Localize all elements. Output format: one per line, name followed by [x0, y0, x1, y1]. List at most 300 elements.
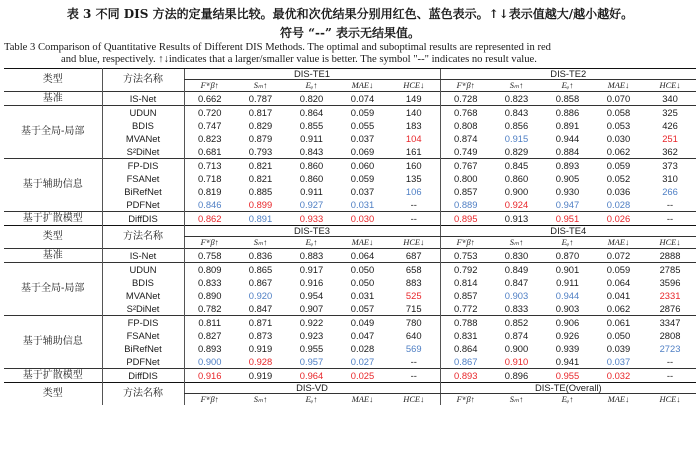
metric-value: 0.767 [440, 159, 491, 173]
metric-value: 0.845 [491, 159, 542, 173]
metric-header: Fᵂβ↑ [184, 394, 235, 406]
metric-value: 0.919 [248, 342, 273, 354]
metric-value: 0.907 [299, 302, 324, 314]
metric-value: 0.911 [300, 132, 323, 144]
metric-value: 569 [405, 342, 422, 354]
metric-value: 0.867 [440, 355, 491, 369]
metric-value: 160 [388, 159, 440, 173]
metric-header: Eᵩ↑ [561, 394, 574, 404]
metric-value: 0.933 [286, 212, 337, 226]
caption-chinese-line-1: 表 3 不同 DIS 方法的定量结果比较。最优和次优结果分别用红色、蓝色表示。↑↓表示值越大/越小越好。 [66, 7, 634, 21]
metric-value: 883 [405, 276, 422, 288]
metric-value: 0.944 [555, 132, 580, 144]
metric-value: 0.809 [184, 263, 235, 277]
metric-value: 0.819 [184, 185, 235, 198]
metric-value: 0.049 [337, 316, 388, 330]
metric-value: 0.036 [606, 185, 631, 197]
dataset-name: DIS-TE4 [440, 226, 696, 237]
metric-value: 0.911 [556, 276, 579, 288]
metric-value: 251 [662, 132, 678, 144]
metric-value: -- [644, 212, 696, 226]
metric-value: 0.915 [504, 132, 529, 144]
metric-value: 0.860 [504, 172, 529, 184]
metric-value: 0.028 [350, 342, 375, 354]
category-cell: 基于辅助信息 [4, 316, 102, 369]
category-header: 类型 [4, 383, 102, 406]
metric-value: 0.864 [440, 342, 491, 355]
metric-value: 0.941 [555, 355, 580, 367]
dataset-name: DIS-VD [184, 383, 440, 394]
metric-value: 0.811 [184, 316, 235, 330]
category-cell: 基准 [4, 92, 102, 106]
metric-value: 0.720 [184, 106, 235, 120]
metric-value: 0.884 [555, 145, 580, 157]
category-cell: 基于扩散模型 [4, 212, 102, 226]
metric-value: 0.793 [248, 145, 273, 157]
method-name: UDUN [102, 106, 184, 120]
method-name: FSANet [126, 329, 160, 341]
table-row [4, 276, 696, 289]
metric-value: 0.788 [440, 316, 491, 330]
category-cell: 基于辅助信息 [4, 159, 102, 212]
metric-value: 0.768 [440, 106, 491, 120]
metric-value: 0.939 [555, 342, 580, 354]
table-row [4, 342, 696, 355]
dataset-name: DIS-TE(Overall) [440, 383, 696, 394]
metric-value: 0.820 [286, 92, 337, 106]
metric-value: 0.058 [593, 106, 644, 120]
metric-value: 0.874 [440, 132, 491, 145]
metric-value: 0.030 [606, 132, 631, 144]
metric-value: 0.053 [606, 119, 631, 131]
metric-value: 0.890 [184, 289, 235, 302]
metric-value: 0.833 [184, 276, 235, 289]
metric-value: 161 [405, 145, 422, 157]
table-row [4, 198, 696, 212]
metric-value: 310 [662, 172, 678, 184]
metric-value: 0.031 [350, 198, 375, 210]
metric-value: 0.047 [350, 329, 375, 341]
metric-value: 0.862 [184, 212, 235, 226]
category-cell: 基准 [4, 249, 102, 263]
method-name: FP-DIS [102, 159, 184, 173]
metric-value: -- [388, 369, 440, 383]
metric-value: 0.896 [491, 369, 542, 383]
metric-value: 0.920 [248, 289, 273, 301]
metric-value: 0.964 [286, 369, 337, 383]
metric-header: MAE↓ [607, 394, 630, 404]
table-row [4, 263, 696, 277]
results-table-container [4, 68, 696, 462]
metric-value: 0.900 [504, 185, 529, 197]
method-name: IS-Net [102, 92, 184, 106]
metric-value: 0.913 [491, 212, 542, 226]
metric-value: 0.860 [299, 172, 324, 184]
metric-value: 0.849 [491, 263, 542, 277]
metric-header: Sₘ↑ [253, 394, 268, 404]
table-row [4, 106, 696, 120]
metric-value: 0.064 [337, 249, 388, 263]
metric-header: MAE↓ [607, 237, 630, 247]
metric-value: 0.026 [593, 212, 644, 226]
method-name: FP-DIS [102, 316, 184, 330]
metric-value: 0.830 [491, 249, 542, 263]
metric-header: MAE↓ [351, 80, 374, 90]
metric-value: 0.903 [555, 302, 580, 314]
dataset-name: DIS-TE1 [184, 69, 440, 80]
metric-value: 3596 [659, 276, 681, 288]
metric-header: Eᵩ↑ [561, 80, 574, 90]
metric-value: 0.808 [440, 119, 491, 132]
table-row [4, 185, 696, 198]
metric-value: 0.821 [248, 172, 273, 184]
metric-value: 0.857 [440, 289, 491, 302]
metric-value: 426 [662, 119, 678, 131]
metric-header: Sₘ↑ [509, 80, 524, 90]
metric-header: Sₘ↑ [509, 394, 524, 404]
metric-value: 0.758 [184, 249, 235, 263]
metric-value: 266 [662, 185, 678, 197]
table-row [4, 119, 696, 132]
metric-value: 0.050 [350, 276, 375, 288]
metric-value: 0.923 [299, 329, 324, 341]
metric-value: 0.903 [504, 289, 529, 301]
metric-value: 0.836 [235, 249, 286, 263]
metric-value: 2331 [659, 289, 681, 301]
metric-value: 0.891 [235, 212, 286, 226]
metric-value: 325 [644, 106, 696, 120]
metric-value: 0.800 [440, 172, 491, 185]
metric-value: 104 [405, 132, 422, 144]
metric-value: 0.858 [542, 92, 593, 106]
metric-value: 149 [388, 92, 440, 106]
metric-value: 0.954 [299, 289, 324, 301]
metric-value: 0.031 [350, 289, 375, 301]
metric-value: 0.681 [184, 145, 235, 159]
metric-value: 0.852 [491, 316, 542, 330]
method-name: S²DiNet [126, 302, 160, 314]
category-cell: 基于扩散模型 [4, 369, 102, 383]
table-row [4, 302, 696, 316]
metric-value: 0.857 [440, 185, 491, 198]
metric-header: Fᵂβ↑ [440, 237, 491, 249]
metric-value: 0.728 [440, 92, 491, 106]
metric-header: Eᵩ↑ [305, 80, 318, 90]
metric-value: 0.900 [184, 355, 235, 369]
table-row [4, 92, 696, 106]
metric-value: 0.870 [542, 249, 593, 263]
method-name: MVANet [125, 289, 161, 301]
metric-value: 0.855 [299, 119, 324, 131]
metric-value: 715 [405, 302, 422, 314]
metric-header: Eᵩ↑ [305, 237, 318, 247]
dataset-name: DIS-TE2 [440, 69, 696, 80]
metric-value: 0.847 [504, 276, 529, 288]
method-name: BDIS [132, 119, 154, 131]
metric-value: 0.713 [184, 159, 235, 173]
metric-value: 0.028 [606, 198, 631, 210]
metric-value: 0.064 [606, 276, 631, 288]
method-name: PDFNet [126, 198, 160, 210]
metric-value: 2785 [644, 263, 696, 277]
metric-value: 0.911 [300, 185, 323, 197]
caption-english-line-2: and blue, respectively. ↑↓indicates that a larger/smaller value is better. The symbol "--" indicates no result value. [61, 54, 537, 65]
metric-value: 0.917 [286, 263, 337, 277]
metric-value: 0.662 [184, 92, 235, 106]
metric-header: Sₘ↑ [509, 237, 524, 247]
metric-value: 0.864 [286, 106, 337, 120]
metric-value: 0.050 [606, 329, 631, 341]
metric-value: -- [388, 212, 440, 226]
metric-value: 0.910 [504, 355, 529, 367]
metric-value: 0.951 [542, 212, 593, 226]
method-header: 方法名称 [102, 226, 184, 249]
results-table [4, 68, 696, 405]
metric-value: 373 [644, 159, 696, 173]
metric-value: 640 [405, 329, 422, 341]
metric-header: Fᵂβ↑ [440, 80, 491, 92]
metric-value: 0.865 [235, 263, 286, 277]
metric-value: 0.926 [555, 329, 580, 341]
metric-value: 2723 [659, 342, 681, 354]
metric-value: 0.843 [491, 106, 542, 120]
metric-value: 0.883 [286, 249, 337, 263]
metric-value: 0.753 [440, 249, 491, 263]
method-name: DiffDIS [102, 369, 184, 383]
metric-value: 0.817 [235, 106, 286, 120]
metric-value: 0.893 [184, 342, 235, 355]
metric-header: MAE↓ [607, 80, 630, 90]
metric-value: 0.060 [337, 159, 388, 173]
table-row [4, 316, 696, 330]
metric-value: 0.916 [299, 276, 324, 288]
metric-header: MAE↓ [351, 394, 374, 404]
dataset-header-row [4, 69, 696, 80]
metric-value: 0.059 [593, 159, 644, 173]
method-name: PDFNet [126, 355, 160, 367]
metric-value: 0.059 [593, 263, 644, 277]
metric-header: HCE↓ [403, 80, 425, 90]
metric-value: 0.957 [299, 355, 324, 367]
metric-value: 0.037 [350, 132, 375, 144]
table-row [4, 355, 696, 369]
metric-value: 0.055 [350, 119, 375, 131]
metric-value: 0.900 [504, 342, 529, 354]
metric-value: 0.823 [184, 132, 235, 145]
metric-value: 0.906 [542, 316, 593, 330]
metric-header: HCE↓ [659, 237, 681, 247]
metric-value: 0.070 [593, 92, 644, 106]
category-header: 类型 [4, 69, 102, 92]
metric-value: 0.062 [606, 302, 631, 314]
metric-header: HCE↓ [403, 237, 425, 247]
metric-value: 0.927 [299, 198, 324, 210]
metric-header: Eᵩ↑ [305, 394, 318, 404]
metric-value: 2808 [659, 329, 681, 341]
metric-value: 0.856 [504, 119, 529, 131]
method-name: FSANet [126, 172, 160, 184]
method-name: MVANet [125, 132, 161, 144]
table-row [4, 145, 696, 159]
method-name: BiRefNet [124, 342, 162, 354]
metric-value: 0.037 [350, 185, 375, 197]
metric-value: 0.947 [555, 198, 580, 210]
metric-value: 0.032 [593, 369, 644, 383]
table-row [4, 369, 696, 383]
metric-value: 0.901 [542, 263, 593, 277]
metric-value: 0.843 [299, 145, 324, 157]
metric-value: 0.874 [504, 329, 529, 341]
table-row [4, 289, 696, 302]
metric-value: 0.930 [555, 185, 580, 197]
metric-header: HCE↓ [659, 394, 681, 404]
metric-value: 0.833 [504, 302, 529, 314]
metric-value: 0.792 [440, 263, 491, 277]
metric-value: -- [666, 198, 674, 210]
metric-value: 658 [388, 263, 440, 277]
metric-value: 0.847 [248, 302, 273, 314]
metric-value: 362 [662, 145, 678, 157]
metric-value: 0.922 [286, 316, 337, 330]
metric-value: 0.074 [337, 92, 388, 106]
results-table-body [4, 69, 696, 406]
metric-value: 0.867 [248, 276, 273, 288]
method-header: 方法名称 [102, 383, 184, 406]
metric-value: 0.895 [440, 212, 491, 226]
metric-value: 0.823 [491, 92, 542, 106]
metric-value: 0.955 [542, 369, 593, 383]
metric-value: 0.062 [606, 145, 631, 157]
metric-value: 0.829 [504, 145, 529, 157]
category-header: 类型 [4, 226, 102, 249]
metric-value: 0.893 [542, 159, 593, 173]
metric-header: Fᵂβ↑ [184, 80, 235, 92]
metric-header: HCE↓ [403, 394, 425, 404]
category-cell: 基于全局-局部 [4, 263, 102, 316]
metric-value: 0.069 [350, 145, 375, 157]
metric-value: 0.030 [337, 212, 388, 226]
metric-value: 0.955 [299, 342, 324, 354]
metric-value: -- [666, 355, 674, 367]
metric-value: 0.873 [248, 329, 273, 341]
metric-value: 0.886 [542, 106, 593, 120]
metric-value: 0.059 [350, 172, 375, 184]
dataset-name: DIS-TE3 [184, 226, 440, 237]
metric-value: 0.944 [555, 289, 580, 301]
metric-value: 0.747 [184, 119, 235, 132]
metric-value: 183 [405, 119, 422, 131]
metric-header: Fᵂβ↑ [440, 394, 491, 406]
metric-value: 687 [388, 249, 440, 263]
metric-value: 0.846 [184, 198, 235, 212]
table-row [4, 159, 696, 173]
category-cell: 基于全局-局部 [4, 106, 102, 159]
metric-value: 0.027 [350, 355, 375, 367]
metric-header: HCE↓ [659, 80, 681, 90]
table-row [4, 249, 696, 263]
method-name: BDIS [132, 276, 154, 288]
metric-value: 0.061 [593, 316, 644, 330]
metric-value: 0.919 [235, 369, 286, 383]
dataset-header-row [4, 226, 696, 237]
metric-header: Fᵂβ↑ [184, 237, 235, 249]
caption-chinese-line-2: 符号 “--” 表示无结果值。 [279, 26, 421, 40]
method-name: BiRefNet [124, 185, 162, 197]
metric-value: 0.718 [184, 172, 235, 185]
metric-value: 0.899 [248, 198, 273, 210]
metric-value: 0.052 [606, 172, 631, 184]
metric-value: 2888 [644, 249, 696, 263]
method-name: UDUN [102, 263, 184, 277]
metric-value: 0.879 [248, 132, 273, 144]
metric-value: 0.749 [440, 145, 491, 159]
metric-value: 0.893 [440, 369, 491, 383]
metric-value: 0.916 [184, 369, 235, 383]
metric-value: -- [644, 369, 696, 383]
metric-header: MAE↓ [351, 237, 374, 247]
table-row [4, 172, 696, 185]
metric-value: 340 [644, 92, 696, 106]
metric-value: 0.787 [235, 92, 286, 106]
metric-value: 0.889 [440, 198, 491, 212]
metric-value: 0.050 [337, 263, 388, 277]
metric-value: 0.041 [606, 289, 631, 301]
metric-value: 0.891 [555, 119, 580, 131]
dataset-header-row [4, 383, 696, 394]
metric-value: 0.772 [440, 302, 491, 316]
metric-value: 0.905 [555, 172, 580, 184]
metric-value: 0.025 [337, 369, 388, 383]
metric-value: 0.814 [440, 276, 491, 289]
metric-value: 0.821 [235, 159, 286, 173]
metric-value: 0.037 [606, 355, 631, 367]
metric-value: 0.831 [440, 329, 491, 342]
metric-value: 0.928 [248, 355, 273, 367]
metric-value: 2876 [659, 302, 681, 314]
metric-value: -- [410, 355, 417, 367]
metric-value: 0.827 [184, 329, 235, 342]
metric-value: 780 [388, 316, 440, 330]
metric-header: Sₘ↑ [253, 237, 268, 247]
metric-value: 0.059 [337, 106, 388, 120]
metric-header: Eᵩ↑ [561, 237, 574, 247]
metric-value: 0.924 [504, 198, 529, 210]
metric-value: 0.860 [286, 159, 337, 173]
table-row [4, 212, 696, 226]
metric-value: 0.782 [184, 302, 235, 316]
caption-english-line-1: Table 3 Comparison of Quantitative Results of Different DIS Methods. The optimal and suboptimal results are represented in red [4, 42, 551, 53]
metric-value: 0.829 [248, 119, 273, 131]
metric-value: 0.072 [593, 249, 644, 263]
metric-header: Sₘ↑ [253, 80, 268, 90]
method-name: DiffDIS [102, 212, 184, 226]
table-row [4, 329, 696, 342]
metric-value: 0.039 [606, 342, 631, 354]
metric-value: 525 [405, 289, 422, 301]
metric-value: 106 [405, 185, 422, 197]
method-name: IS-Net [102, 249, 184, 263]
metric-value: 135 [405, 172, 422, 184]
metric-value: 0.871 [235, 316, 286, 330]
metric-value: 0.885 [248, 185, 273, 197]
metric-value: -- [410, 198, 417, 210]
table-row [4, 132, 696, 145]
metric-value: 140 [388, 106, 440, 120]
method-name: S²DiNet [126, 145, 160, 157]
method-header: 方法名称 [102, 69, 184, 92]
metric-value: 0.057 [350, 302, 375, 314]
metric-value: 3347 [644, 316, 696, 330]
